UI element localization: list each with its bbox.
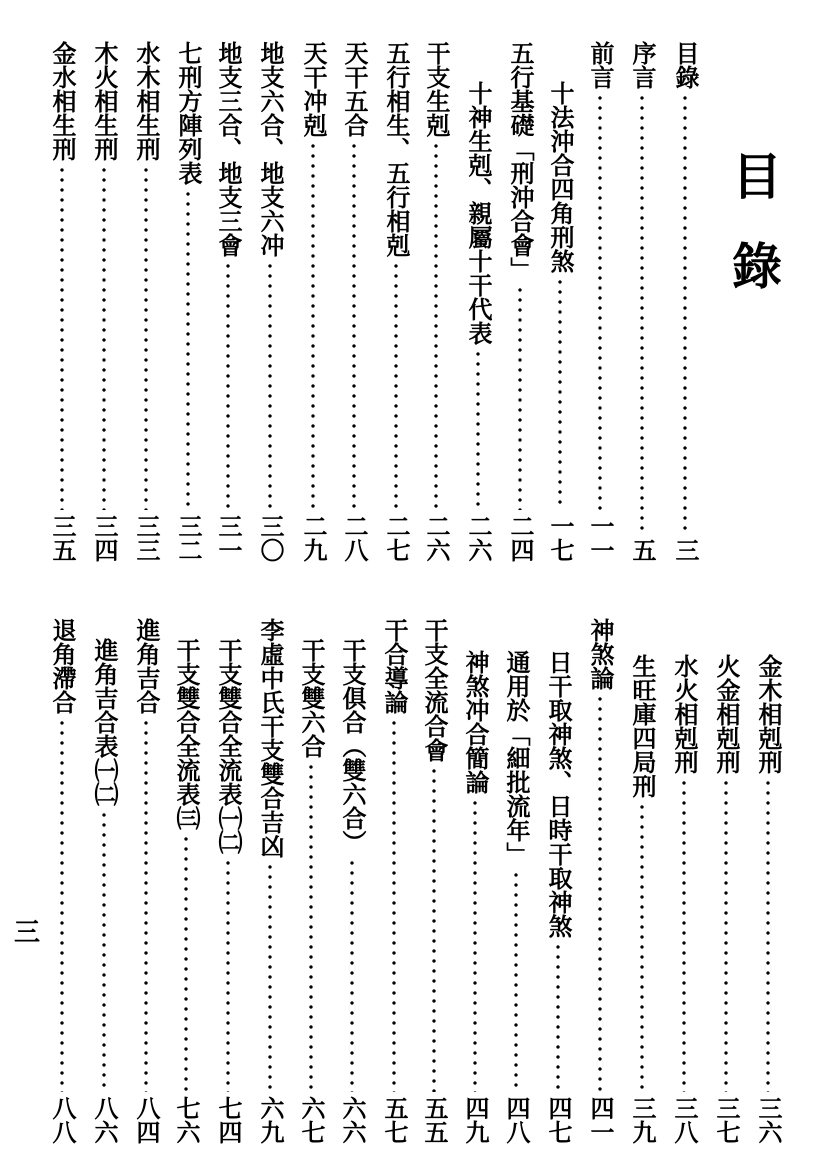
toc-entry[interactable]	[623, 654, 661, 1144]
toc-entry[interactable]	[333, 638, 371, 1144]
dot-leader	[640, 93, 644, 534]
dot-leader	[683, 93, 687, 534]
toc-entry-page: 三七	[712, 1096, 741, 1144]
toc-entry-page: 二八	[340, 514, 369, 562]
toc-entry-page: 三五	[48, 514, 77, 562]
toc-entry[interactable]	[85, 41, 123, 562]
dot-leader	[394, 261, 398, 510]
dot-leader	[392, 718, 396, 1092]
toc-entry-title: 干支雙六合	[297, 638, 326, 758]
toc-entry-title: 神煞冲合簡論	[461, 650, 490, 794]
toc-entry-title: 天干五合	[340, 41, 369, 137]
toc-entry-title: 干支雙合全流表㈢	[172, 638, 201, 830]
dot-leader	[558, 277, 562, 510]
toc-entry[interactable]	[43, 618, 81, 1144]
toc-entry-page: 三〇	[256, 514, 285, 562]
toc-entry[interactable]	[292, 638, 330, 1144]
toc-entry[interactable]	[539, 650, 577, 1144]
toc-entry-title: 五行相生、五行相剋	[382, 41, 411, 257]
toc-entry-page: 八四	[132, 1096, 161, 1144]
toc-entry-title: 十法沖合四角刑煞	[546, 81, 575, 273]
dot-leader	[226, 261, 230, 510]
toc-entry-title: 地支三合、地支三會	[214, 41, 243, 257]
dot-leader	[473, 798, 477, 1092]
toc-entry[interactable]	[294, 41, 332, 562]
toc-entry-page: 一七	[546, 514, 575, 562]
toc-entry-page: 三四	[90, 514, 119, 562]
toc-entry-page: 六六	[338, 1096, 367, 1144]
toc-entry-title: 水火相剋刑	[670, 654, 699, 774]
toc-entry[interactable]	[251, 618, 289, 1144]
toc-entry-title: 五行基礎「刑沖合會」	[506, 41, 535, 281]
toc-entry-page: 三	[671, 538, 700, 562]
toc-entry[interactable]	[623, 41, 661, 562]
toc-entry-page: 六七	[297, 1096, 326, 1144]
dot-leader	[476, 349, 480, 510]
dot-leader	[268, 261, 272, 510]
toc-entry-page: 二九	[299, 514, 328, 562]
dot-leader	[350, 858, 354, 1092]
toc-entry[interactable]	[415, 618, 453, 1144]
toc-entry-title: 七刑方陣列表	[174, 41, 203, 185]
toc-entry-title: 金木相剋刑	[754, 654, 783, 774]
toc-entry-title: 通用於「細批流年」	[502, 650, 531, 866]
toc-entry-page: 八八	[48, 1096, 77, 1144]
toc-entry-page: 三一	[214, 514, 243, 562]
toc-entry[interactable]	[85, 638, 123, 1144]
toc-entry[interactable]	[497, 650, 535, 1144]
toc-entry-title: 干支全流合會	[420, 618, 449, 762]
toc-entry[interactable]	[43, 41, 81, 562]
toc-entry-page: 一一	[586, 514, 615, 562]
toc-entry[interactable]	[749, 654, 787, 1144]
page-number: 三	[14, 918, 41, 948]
toc-entry[interactable]	[417, 41, 455, 562]
toc-entry[interactable]	[209, 638, 247, 1144]
dot-leader	[556, 942, 560, 1092]
toc-entry-page: 四九	[461, 1096, 490, 1144]
toc-entry[interactable]	[456, 650, 494, 1144]
toc-entry[interactable]	[167, 638, 205, 1144]
dot-leader	[102, 165, 106, 510]
toc-entry-page: 四七	[544, 1096, 573, 1144]
toc-entry[interactable]	[501, 41, 539, 562]
dot-leader	[102, 810, 106, 1092]
toc-entry-title: 水木相生刑	[132, 41, 161, 161]
toc-entry-page: 五五	[420, 1096, 449, 1144]
dot-leader	[724, 778, 728, 1092]
toc-entry[interactable]	[169, 41, 207, 562]
toc-entry[interactable]	[666, 41, 704, 562]
dot-leader	[186, 189, 190, 510]
toc-entry[interactable]	[707, 654, 745, 1144]
dot-leader	[598, 694, 602, 1092]
toc-entry-title: 李虛中氏干支雙合吉凶	[256, 618, 285, 858]
dot-leader	[514, 870, 518, 1092]
toc-entry-title: 金水相生刑	[48, 41, 77, 161]
toc-entry-title: 退角滯合	[48, 618, 77, 714]
dot-leader	[309, 762, 313, 1092]
toc-entry-title: 日干取神煞、日時干取神煞	[544, 650, 573, 938]
dot-leader	[682, 778, 686, 1092]
dot-leader	[144, 165, 148, 510]
toc-entry-title: 火金相剋刑	[712, 654, 741, 774]
toc-entry-page: 四一	[586, 1096, 615, 1144]
toc-entry-page: 二四	[506, 514, 535, 562]
toc-entry[interactable]	[127, 41, 165, 562]
toc-entry-title: 目錄	[671, 41, 700, 89]
toc-heading: 目錄	[724, 150, 783, 330]
toc-entry-title: 木火相生刑	[90, 41, 119, 161]
toc-entry-title: 干支生剋	[422, 41, 451, 137]
toc-entry[interactable]	[377, 41, 415, 562]
toc-entry[interactable]	[251, 41, 289, 562]
dot-leader	[432, 766, 436, 1092]
toc-entry[interactable]	[127, 618, 165, 1144]
dot-leader	[598, 93, 602, 510]
toc-entry-page: 五	[628, 538, 657, 562]
toc-entry[interactable]	[581, 41, 619, 562]
toc-entry[interactable]	[665, 654, 703, 1144]
toc-entry-title: 序言	[628, 41, 657, 89]
toc-entry[interactable]	[375, 618, 413, 1144]
toc-entry-title: 前言	[586, 41, 615, 89]
toc-entry-title: 神煞論	[586, 618, 615, 690]
toc-entry-page: 三六	[754, 1096, 783, 1144]
toc-entry-title: 天干冲剋	[299, 41, 328, 137]
dot-leader	[268, 862, 272, 1092]
dot-leader	[434, 141, 438, 510]
dot-leader	[518, 285, 522, 510]
toc-entry-title: 進角吉合	[132, 618, 161, 714]
toc-entry-page: 三三	[132, 514, 161, 562]
toc-entry-title: 生旺庫四局刑	[628, 654, 657, 798]
dot-leader	[60, 718, 64, 1092]
toc-entry-title: 干支雙合全流表㈠㈡	[214, 638, 243, 854]
toc-entry[interactable]	[335, 41, 373, 562]
dot-leader	[184, 834, 188, 1092]
dot-leader	[226, 858, 230, 1092]
toc-entry-page: 六九	[256, 1096, 285, 1144]
toc-entry-title: 干支俱合（雙六合）	[338, 638, 367, 854]
toc-entry-page: 七六	[172, 1096, 201, 1144]
toc-entry-title: 進角吉合表㈠㈡	[90, 638, 119, 806]
toc-entry-page: 三二	[174, 514, 203, 562]
dot-leader	[640, 802, 644, 1092]
toc-entry-title: 十神生剋、親屬十干代表	[464, 81, 493, 345]
toc-entry-page: 四八	[502, 1096, 531, 1144]
dot-leader	[144, 718, 148, 1092]
dot-leader	[311, 141, 315, 510]
dot-leader	[766, 778, 770, 1092]
toc-entry[interactable]	[581, 618, 619, 1144]
toc-entry[interactable]	[459, 81, 497, 562]
toc-entry-page: 二六	[464, 514, 493, 562]
toc-entry-page: 八六	[90, 1096, 119, 1144]
toc-entry-page: 七四	[214, 1096, 243, 1144]
toc-entry-page: 五七	[380, 1096, 409, 1144]
toc-entry-page: 三九	[628, 1096, 657, 1144]
toc-entry-page: 二七	[382, 514, 411, 562]
toc-entry-title: 干合導論	[380, 618, 409, 714]
toc-entry-title: 地支六合、地支六冲	[256, 41, 285, 257]
toc-entry[interactable]	[209, 41, 247, 562]
toc-entry-page: 二六	[422, 514, 451, 562]
toc-entry-page: 三八	[670, 1096, 699, 1144]
toc-entry[interactable]	[541, 81, 579, 562]
dot-leader	[352, 141, 356, 510]
dot-leader	[60, 165, 64, 510]
